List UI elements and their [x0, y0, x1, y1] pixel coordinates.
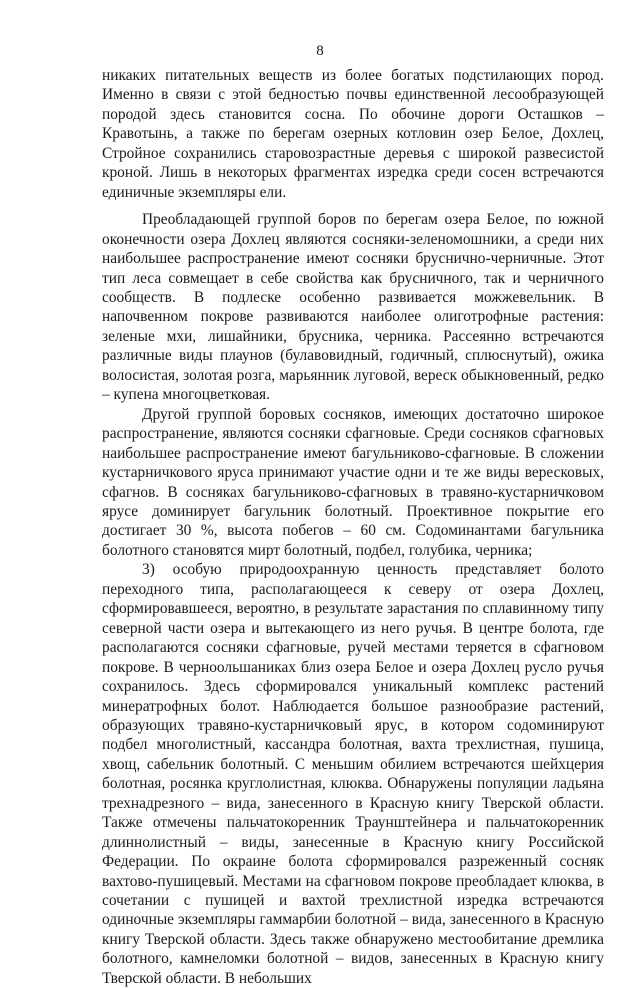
- paragraph-transitional-bog: 3) особую природоохранную ценность представляет болото переходного типа, располагающееся к северу от озера Дохлец, сформировавшееся, вероятно, в результате зарастания по сплавинному типу северной части озера и вытекающего из него ручья. В центре болота, где располагаются сосняки сфагновые, ручей местами теряется в сфагновом покрове. В черноольшаниках близ озера Белое и озера Дохлец русло ручья сохранилось. Здесь сформировался уникальный комплекс растений минератрофных болот. Наблюдается большое разнообразие растений, образующих травяно-кустарничковый ярус, в котором содоминируют подбел многолистный, кассандра болотная, вахта трехлистная, пушица, хвощ, сабельник болотный. С меньшим обилием встречаются шейхцерия болотная, росянка круглолистная, клюква. Обнаружены популяции ладьяна трехнадрезного – вида, занесенного в Красную книгу Тверской области. Также отмечены пальчатокоренник Траунштейнера и пальчатокоренник длиннолистный – виды, занесенные в Красную книгу Российской Федерации. По окраине болота сформировался разреженный сосняк вахтово-пушицевый. Местами на сфагновом покрове преобладает клюква, в сочетании с пушицей и вахтой трехлистной изредка встречаются одиночные экземпляры гаммарбии болотной – вида, занесенного в Красную книгу Тверской области. Здесь также обнаружено местообитание дремлика болотного, камнеломки болотной – видов, занесенных в Красную книгу Тверской области. В небольших: [102, 561, 604, 987]
- page-number: 8: [316, 43, 324, 59]
- paragraph-gap: [102, 202, 604, 210]
- paragraph-pine-soil: никаких питательных веществ из более богатых подстилающих пород. Именно в связи с этой бедностью почвы единственной лесообразующей породой здесь становится сосна. По обочине дороги Осташков – Кравотынь, а также по берегам озерных котловин озер Белое, Дохлец, Стройное сохранились старовозрастные деревья с широкой развесистой кроной. Лишь в некоторых фрагментах изредка среди сосен встречаются единичные экземпляры ели.: [102, 67, 604, 201]
- body-text: [102, 66, 604, 988]
- paragraph-green-moss-pine: Преобладающей группой боров по берегам озера Белое, по южной оконечности озера Дохлец являются сосняки-зеленомошники, а среди них наибольшее распространение имеют сосняки бруснично-черничные. Этот тип леса совмещает в себе свойства как брусничного, так и черничного сообществ. В подлеске особенно развивается можжевельник. В напочвенном покрове развиваются наиболее олиготрофные растения: зеленые мхи, лишайники, брусника, черника. Рассеянно встречаются различные виды плаунов (булавовидный, годичный, сплюснутый), ожика волосистая, золотая розга, марьянник луговой, вереск обыкновенный, редко – купена многоцветковая.: [102, 211, 604, 404]
- paragraph-sphagnum-pine: Другой группой боровых сосняков, имеющих достаточно широкое распространение, являются сосняки сфагновые. Среди сосняков сфагновых наибольшее распространение имеют багульниково-сфагновые. В сложении кустарничкового яруса принимают участие одни и те же виды вересковых, сфагнов. В сосняках багульниково-сфагновых в травяно-кустарничковом ярусе доминирует багульник болотный. Проективное покрытие его достигает 30 %, высота побегов – 60 см. Содоминантами багульника болотного становятся мирт болотный, подбел, голубика, черника;: [102, 405, 604, 559]
